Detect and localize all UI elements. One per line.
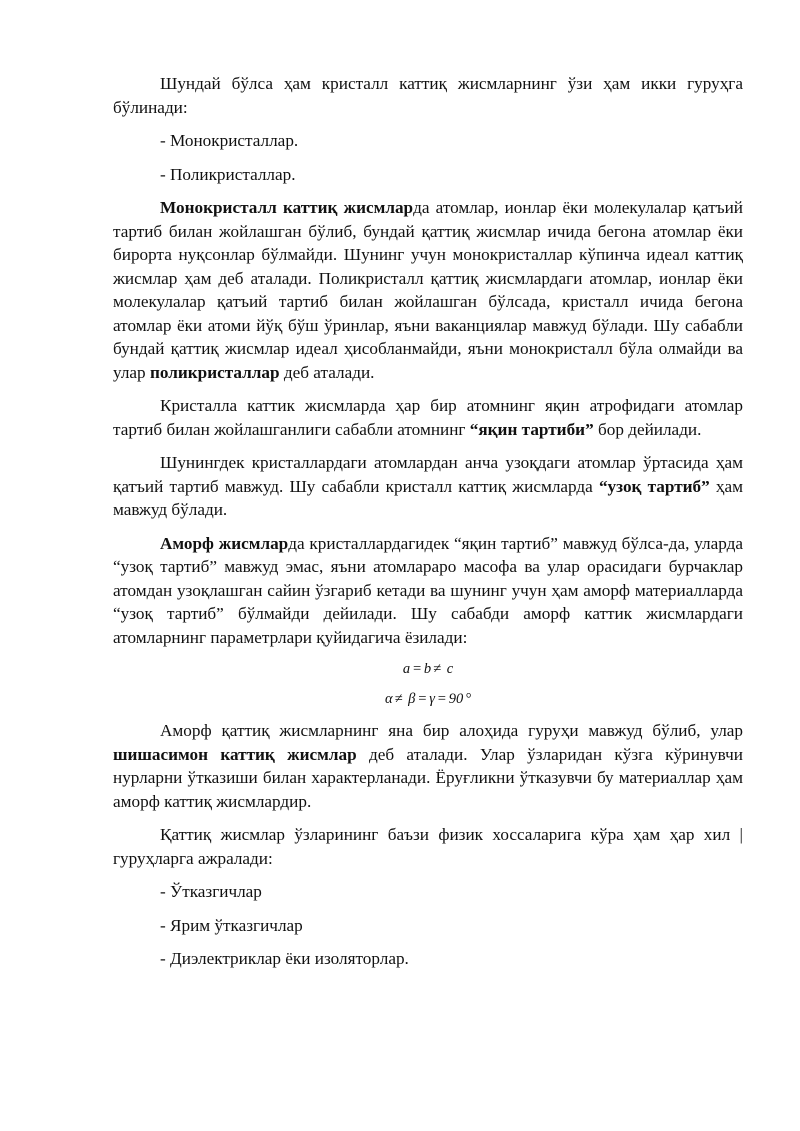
list-item-conductors: - Ўтказгичлар [160, 882, 262, 901]
list-item-dielectrics: - Диэлектриклар ёки изоляторлар. [160, 949, 409, 968]
paragraph-short-order [113, 394, 743, 441]
formula-symbol: ≠ [394, 691, 403, 707]
list-item-polycrystals: - Поликристаллар. [160, 164, 296, 184]
formula-symbol: c [443, 661, 454, 677]
paragraph-long-order-text: Шунингдек кристаллардаги атомлардан анча узоқдаги атомлар ўртасида ҳам қатъий тартиб мавжуд. Шу сабабли кристалл каттиқ жисмларда [113, 453, 743, 496]
paragraph-monocrystal [113, 196, 743, 384]
paragraph-amorphous [113, 532, 743, 650]
formula-symbol: α [384, 691, 393, 707]
formula-line-1 [113, 659, 743, 679]
term-monocrystal: Монокристалл каттиқ жисмлар [160, 198, 414, 217]
formula-symbol: = [417, 691, 428, 707]
paragraph-glassy [113, 719, 743, 813]
formula-symbol: = [412, 661, 422, 677]
list-item-semiconductors: - Ярим ўтказгичлар [160, 915, 303, 935]
formula-symbol: 90 [448, 691, 464, 707]
paragraph-monocrystal-end: деб аталади. [279, 362, 375, 382]
term-long-order: “узоқ тартиб” [598, 476, 710, 496]
paragraph-short-order-end: бор дейилади. [593, 419, 702, 439]
paragraph-amorphous-text: да кристаллардагидек “яқин тартиб” мавжуд бўлса-да, уларда “узоқ тартиб” мавжуд эмас, яъни атомлараро масофа ва улар орасидаги бурчаклар атомдан узоқлашган сайин ўзгариб кетади ва шунинг учун ҳам аморф материалларда “узоқ тартиб” бўлмайди дейилади. Шу сабабди аморф каттик жисмлардаги атомларнинг параметрлари қуйидагича ёзилади: [113, 533, 744, 647]
term-amorphous: Аморф жисмлар [160, 533, 289, 553]
term-glassy-solids: шишасимон каттиқ жисмлар [113, 744, 357, 764]
formula-line-2 [113, 689, 743, 709]
paragraph-long-order [113, 451, 743, 522]
paragraph-glassy-text: Аморф қаттиқ жисмларнинг яна бир алоҳида гуруҳи мавжуд бўлиб, улар [160, 721, 743, 740]
paragraph-intro: Шундай бўлса ҳам кристалл каттиқ жисмларнинг ўзи ҳам икки гуруҳга бўлинади: [113, 74, 743, 117]
term-polycrystals: поликристаллар [149, 362, 280, 382]
formula-symbol: b [423, 661, 432, 677]
formula-symbol: = [436, 691, 447, 707]
formula-symbol: ≠ [433, 661, 442, 677]
formula-symbol: γ [429, 691, 435, 707]
paragraph-long-order-end: ҳам мавжуд бўлади. [113, 476, 744, 519]
formula-symbol: ° [465, 691, 472, 707]
paragraph-glassy-end: деб аталади. Улар ўзларидан кўзга кўринувчи нурларни ўтказиши билан характерланади. Ёруғликни ўтказувчи бу материаллар ҳам аморф каттиқ жисмлардир. [113, 744, 743, 811]
list-item-monocrystals: - Монокристаллар. [160, 131, 299, 150]
formula-symbol: β [404, 691, 416, 707]
term-short-order: “яқин тартиби” [469, 419, 594, 439]
paragraph-short-order-text: Кристалла каттик жисмларда ҳар бир атомнинг яқин атрофидаги атомлар тартиб билан жойлашганлиги сабабли атомнинг [113, 396, 743, 439]
formula-symbol: a [402, 661, 411, 677]
paragraph-physical-properties: Қаттиқ жисмлар ўзларининг баъзи физик хоссаларига кўра ҳам ҳар хил | гуруҳларга ажралади: [113, 825, 743, 868]
paragraph-monocrystal-text: да атомлар, ионлар ёки молекулалар қатъий тартиб билан жойлашган бўлиб, бундай қаттиқ жисмлар ичида бегона атомлар ёки бирорта нуқсонлар бўлмайди. Шунинг учун монокристаллар кўпинча идеал каттиқ жисмлар ҳам деб аталади. Поликристалл қаттиқ жисмлардаги атомлар, ионлар ёки молекулалар қатъий тартиб билан жойлашган бўлсада, кристалл ичида бегона атомлар ёки атоми йўқ бўш ўринлар, яъни ваканциялар мавжуд бўлади. Шу сабабли бундай қаттиқ жисмлар идеал ҳисобланмайди, яъни монокристалл бўла олмайди ва улар [113, 198, 743, 382]
